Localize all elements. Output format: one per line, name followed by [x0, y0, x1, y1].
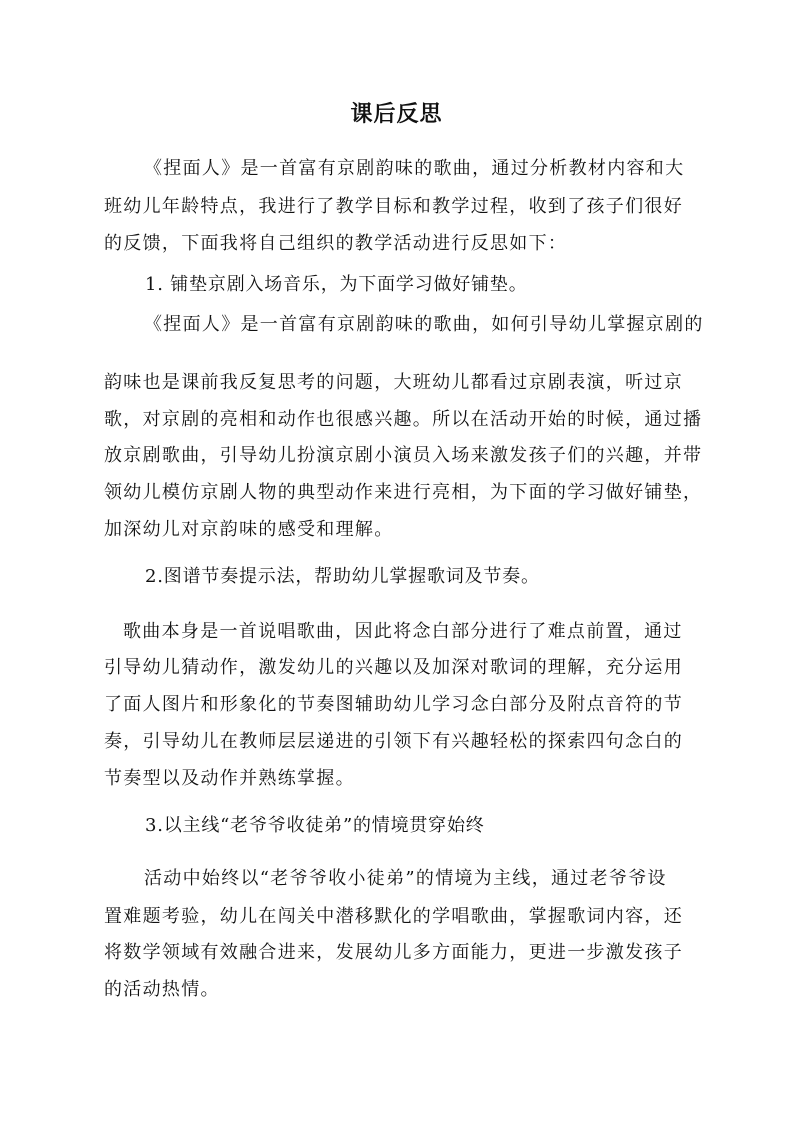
section-3-line: 置难题考验，幼儿在闯关中潜移默化的学唱歌曲，掌握歌词内容，还	[104, 906, 683, 927]
section-3-line: 活动中始终以“老爷爷收小徒弟”的情境为主线，通过老爷爷设	[144, 868, 667, 889]
section-1-line: 歌，对京剧的亮相和动作也很感兴趣。所以在活动开始的时候，通过播	[104, 409, 703, 430]
section-2-line: 了面人图片和形象化的节奏图辅助幼儿学习念白部分及附点音符的节	[104, 694, 683, 715]
section-1-line: 领幼儿模仿京剧人物的典型动作来进行亮相，为下面的学习做好铺垫，	[104, 482, 703, 503]
section-3-line: 将数学领域有效融合进来，发展幼儿多方面能力，更进一步激发孩子	[104, 942, 683, 963]
intro-line: 班幼儿年龄特点，我进行了教学目标和教学过程，收到了孩子们很好	[104, 196, 683, 217]
section-1-line: 放京剧歌曲，引导幼儿扮演京剧小演员入场来激发孩子们的兴趣，并带	[104, 445, 703, 466]
section-2-heading: 2.图谱节奏提示法，帮助幼儿掌握歌词及节奏。	[145, 566, 540, 587]
section-1-line: 加深幼儿对京韵味的感受和理解。	[104, 519, 394, 540]
section-1-line: 韵味也是课前我反复思考的问题，大班幼儿都看过京剧表演，听过京	[104, 372, 683, 393]
section-2-line: 奏，引导幼儿在教师层层递进的引领下有兴趣轻松的探索四句念白的	[104, 731, 683, 752]
intro-line: 的反馈，下面我将自己组织的教学活动进行反思如下：	[104, 233, 568, 254]
section-3-line: 的活动热情。	[104, 979, 220, 1000]
section-3-heading: 3.以主线“老爷爷收徒弟”的情境贯穿始终	[145, 815, 485, 836]
intro-line: 《捏面人》是一首富有京剧韵味的歌曲，通过分析教材内容和大	[144, 158, 685, 179]
section-2-line: 歌曲本身是一首说唱歌曲，因此将念白部分进行了难点前置，通过	[123, 621, 683, 642]
section-2-line: 引导幼儿猜动作，激发幼儿的兴趣以及加深对歌词的理解，充分运用	[104, 657, 683, 678]
section-1-heading: 1. 铺垫京剧入场音乐，为下面学习做好铺垫。	[145, 274, 528, 295]
section-2-line: 节奏型以及动作并熟练掌握。	[104, 768, 355, 789]
page-title: 课后反思	[350, 101, 443, 127]
section-1-line: 《捏面人》是一首富有京剧韵味的歌曲，如何引导幼儿掌握京剧的	[144, 314, 704, 335]
